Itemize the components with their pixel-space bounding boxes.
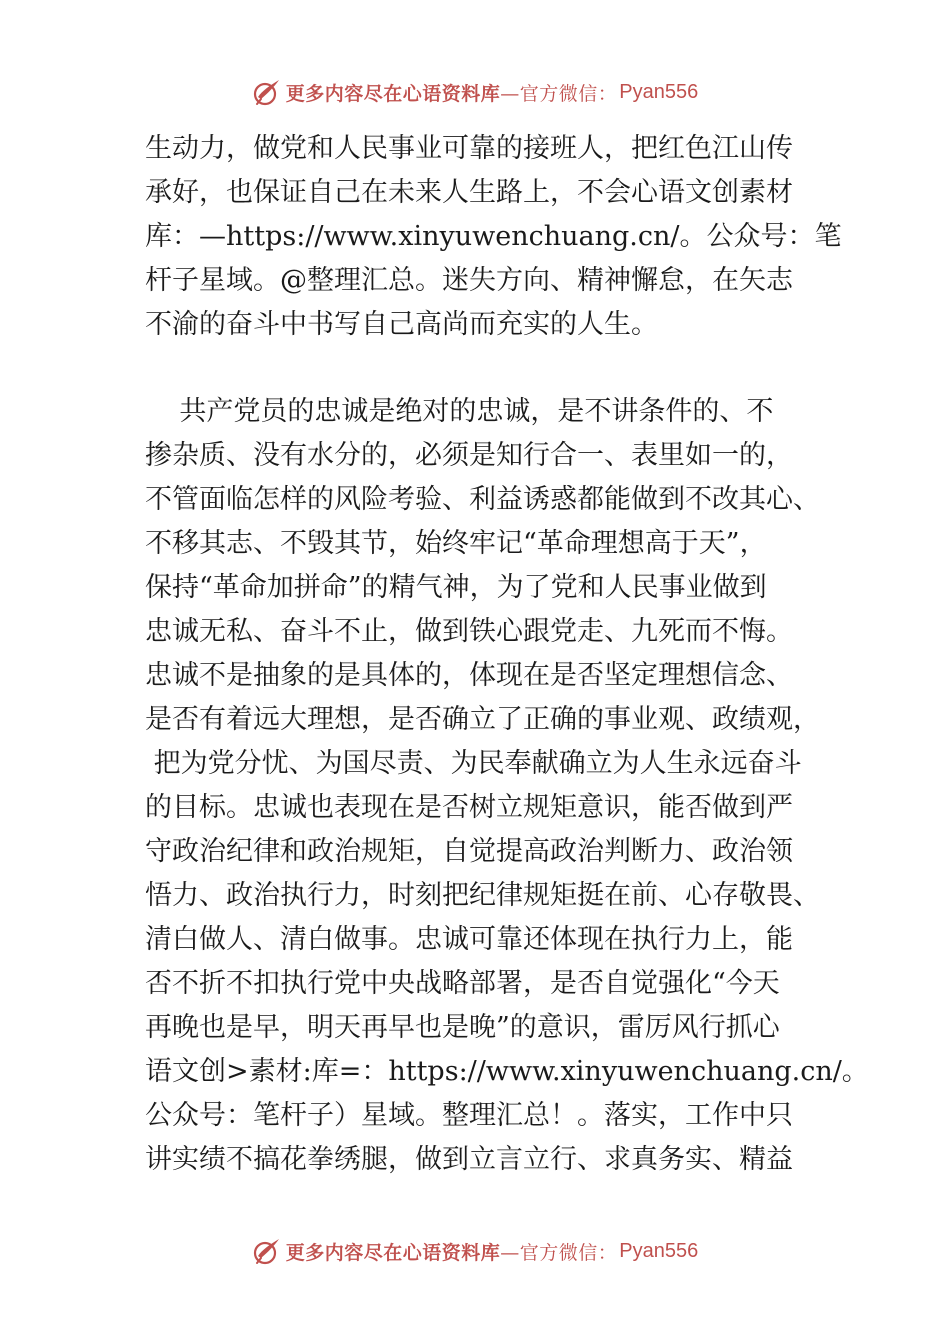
footer-wechat-label: —官方微信：: [500, 1241, 618, 1264]
quill-logo-icon: [252, 1236, 282, 1266]
text-line: 否不折不扣执行党中央战略部署，是否自觉强化“今天: [145, 968, 780, 999]
text-line: 讲实绩不搞花拳绣腿，做到立言立行、求真务实、精益: [145, 1144, 793, 1175]
paragraph-1: [145, 127, 842, 347]
header-site-text: 更多内容尽在心语资料库: [285, 82, 501, 105]
text-line: 不管面临怎样的风险考验、利益诱惑都能做到不改其心、: [145, 484, 820, 515]
text-line: 忠诚无私、奋斗不止，做到铁心跟党走、九死而不悔。: [145, 616, 793, 647]
text-line: 悟力、政治执行力，时刻把纪律规矩挺在前、心存敬畏、: [145, 880, 820, 911]
footer-banner: [0, 1231, 950, 1271]
footer-wechat-id: Pyan556: [619, 1239, 699, 1262]
text-line: 的目标。忠诚也表现在是否树立规矩意识，能否做到严: [145, 792, 793, 823]
text-line: 公众号：笔杆子）星域。整理汇总！。落实，工作中只: [145, 1100, 793, 1131]
paragraph-2: [145, 390, 869, 1182]
text-line: 不渝的奋斗中书写自己高尚而充实的人生。: [145, 309, 658, 340]
document-body: [145, 127, 869, 1182]
text-line: 清白做人、清白做事。忠诚可靠还体现在执行力上，能: [145, 924, 793, 955]
text-line: 守政治纪律和政治规矩，自觉提高政治判断力、政治领: [145, 836, 793, 867]
quill-logo-icon: [252, 77, 282, 107]
text-line: 承好，也保证自己在未来人生路上，不会心语文创素材: [145, 177, 793, 208]
text-line: 保持“革命加拼命”的精气神，为了党和人民事业做到: [145, 572, 767, 603]
header-wechat-id: Pyan556: [619, 80, 699, 103]
text-line: 生动力，做党和人民事业可靠的接班人，把红色江山传: [145, 133, 793, 164]
text-line: 库：—https://www.xinyuwenchuang.cn/。公众号：笔: [145, 221, 842, 252]
text-line: 把为党分忧、为国尽责、为民奉献确立为人生永远奋斗: [145, 748, 802, 779]
text-line: 掺杂质、没有水分的，必须是知行合一、表里如一的，: [145, 440, 793, 471]
text-line: 再晚也是早，明天再早也是晚”的意识，雷厉风行抓心: [145, 1012, 780, 1043]
text-line: 共产党员的忠诚是绝对的忠诚，是不讲条件的、不: [145, 396, 774, 427]
text-line: 语文创>素材:库=：https://www.xinyuwenchuang.cn/。: [145, 1056, 869, 1087]
footer-site-text: 更多内容尽在心语资料库: [285, 1241, 501, 1264]
text-line: 不移其志、不毁其节，始终牢记“革命理想高于天”，: [145, 528, 767, 559]
text-line: 忠诚不是抽象的是具体的，体现在是否坚定理想信念、: [145, 660, 793, 691]
header-banner: [0, 72, 950, 112]
text-line: 是否有着远大理想，是否确立了正确的事业观、政绩观，: [145, 704, 820, 735]
text-line: 杆子星域。@整理汇总。迷失方向、精神懈怠，在矢志: [145, 265, 793, 296]
header-wechat-label: —官方微信：: [500, 82, 618, 105]
